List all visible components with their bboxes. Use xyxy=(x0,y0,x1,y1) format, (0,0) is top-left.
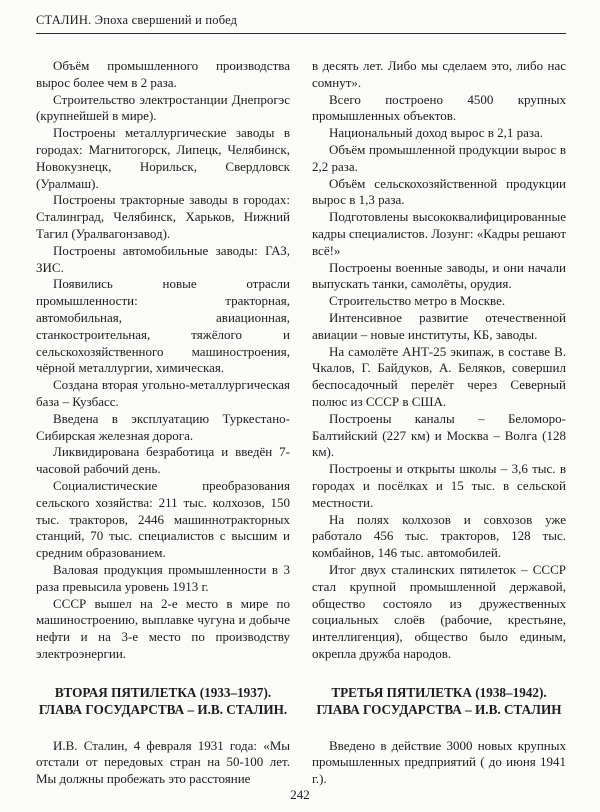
paragraph: Построены металлургические заводы в городах: Магнитогорск, Липецк, Челябинск, Новокузнецк, Норильск, Свердловск (Уралмаш). xyxy=(36,125,290,191)
paragraph: Введена в эксплуатацию Туркестано-Сибирская железная дорога. xyxy=(36,410,290,443)
left-column xyxy=(36,58,290,788)
paragraph: И.В. Сталин, 4 февраля 1931 года: «Мы отстали от передовых стран на 50-100 лет. Мы должны пробежать это расстояние xyxy=(36,737,290,787)
paragraph: Социалистические преобразования сельского хозяйства: 211 тыс. колхозов, 150 тыс. тракторов, 2446 машиннотракторных станций, 70 тыс. специалистов с высшим и средним образованием. xyxy=(36,477,290,561)
text-columns xyxy=(36,58,566,788)
right-column xyxy=(312,58,566,788)
section-heading-second-five-year-plan xyxy=(36,684,290,719)
paragraph: Ликвидирована безработица и введён 7-часовой рабочий день. xyxy=(36,444,290,477)
paragraph: Строительство метро в Москве. xyxy=(329,293,506,309)
paragraph: Подготовлены высококвалифицированные кадры специалистов. Лозунг: «Кадры решают всё!» xyxy=(312,209,566,258)
section-heading-third-five-year-plan xyxy=(312,684,566,719)
paragraph: в десять лет. Либо мы сделаем это, либо нас сомнут». xyxy=(312,58,566,90)
paragraph: Объём промышленной продукции вырос в 2,2 раза. xyxy=(312,141,566,174)
page-number: 242 xyxy=(290,787,310,802)
section-heading-line: ТРЕТЬЯ ПЯТИЛЕТКА (1938–1942). xyxy=(331,684,547,700)
paragraph: Объём сельскохозяйственной продукции вырос в 1,3 раза. xyxy=(312,175,566,208)
paragraph: На полях колхозов и совхозов уже работало 456 тыс. тракторов, 128 тыс. комбайнов, 146 тыс. автомобилей. xyxy=(312,511,566,561)
paragraph: Построены тракторные заводы в городах: Сталинград, Челябинск, Харьков, Нижний Тагил (Уралвагонзавод). xyxy=(36,192,290,241)
paragraph: Построены каналы – Беломоро-Балтийский (227 км) и Москва – Волга (128 км). xyxy=(312,410,566,460)
page-footer xyxy=(0,786,600,804)
paragraph: Построены автомобильные заводы: ГАЗ, ЗИС. xyxy=(36,242,290,275)
paragraph: Интенсивное развитие отечественной авиации – новые институты, КБ, заводы. xyxy=(312,309,566,342)
paragraph: Итог двух сталинских пятилеток – СССР стал крупной промышленной державой, общество состояло из дружественных социальных слоёв (рабочие, крестьяне, интеллигенция), общество было единым, окрепла дружба народов. xyxy=(312,561,566,661)
paragraph: Введено в действие 3000 новых крупных промышленных предприятий ( до июня 1941 г.). xyxy=(312,737,566,787)
paragraph: СССР вышел на 2-е место в мире по машиностроению, выплавке чугуна и добыче нефти и на 3-е место по производству электроэнергии. xyxy=(36,595,290,661)
paragraph: Строительство электростанции Днепрогэс (крупнейшей в мире). xyxy=(36,91,290,124)
paragraph: Появились новые отрасли промышленности: тракторная, автомобильная, авиационная, станкостроительная, тяжёлого и сельскохозяйственного машиностроения, чёрной металлургии, химическая. xyxy=(36,276,290,376)
paragraph: Национальный доход вырос в 2,1 раза. xyxy=(329,125,544,141)
paragraph: Объём промышленного производства вырос более чем в 2 раза. xyxy=(36,58,290,90)
paragraph: Валовая продукция промышленности в 3 раза превысила уровень 1913 г. xyxy=(36,561,290,594)
paragraph: Построены и открыты школы – 3,6 тыс. в городах и посёлках и 15 тыс. в сельской местности. xyxy=(312,461,566,510)
running-header-title: СТАЛИН. Эпоха свершений и побед xyxy=(36,13,238,27)
paragraph: На самолёте АНТ-25 экипаж, в составе В. Чкалов, Г. Байдуков, А. Беляков, совершил беспосадочный перелёт через Северный полюс из СССР в США. xyxy=(312,343,566,409)
section-heading-line: ГЛАВА ГОСУДАРСТВА – И.В. СТАЛИН xyxy=(316,702,562,718)
paragraph: Создана вторая угольно-металлургическая база – Кузбасс. xyxy=(36,377,290,409)
paragraph: Всего построено 4500 крупных промышленных объектов. xyxy=(312,91,566,124)
running-header xyxy=(36,13,566,33)
section-heading-line: ВТОРАЯ ПЯТИЛЕТКА (1933–1937). xyxy=(54,684,272,700)
header-divider xyxy=(36,33,566,34)
paragraph: Построены военные заводы, и они начали выпускать танки, самолёты, орудия. xyxy=(312,259,566,292)
section-heading-line: ГЛАВА ГОСУДАРСТВА – И.В. СТАЛИН. xyxy=(38,702,288,718)
